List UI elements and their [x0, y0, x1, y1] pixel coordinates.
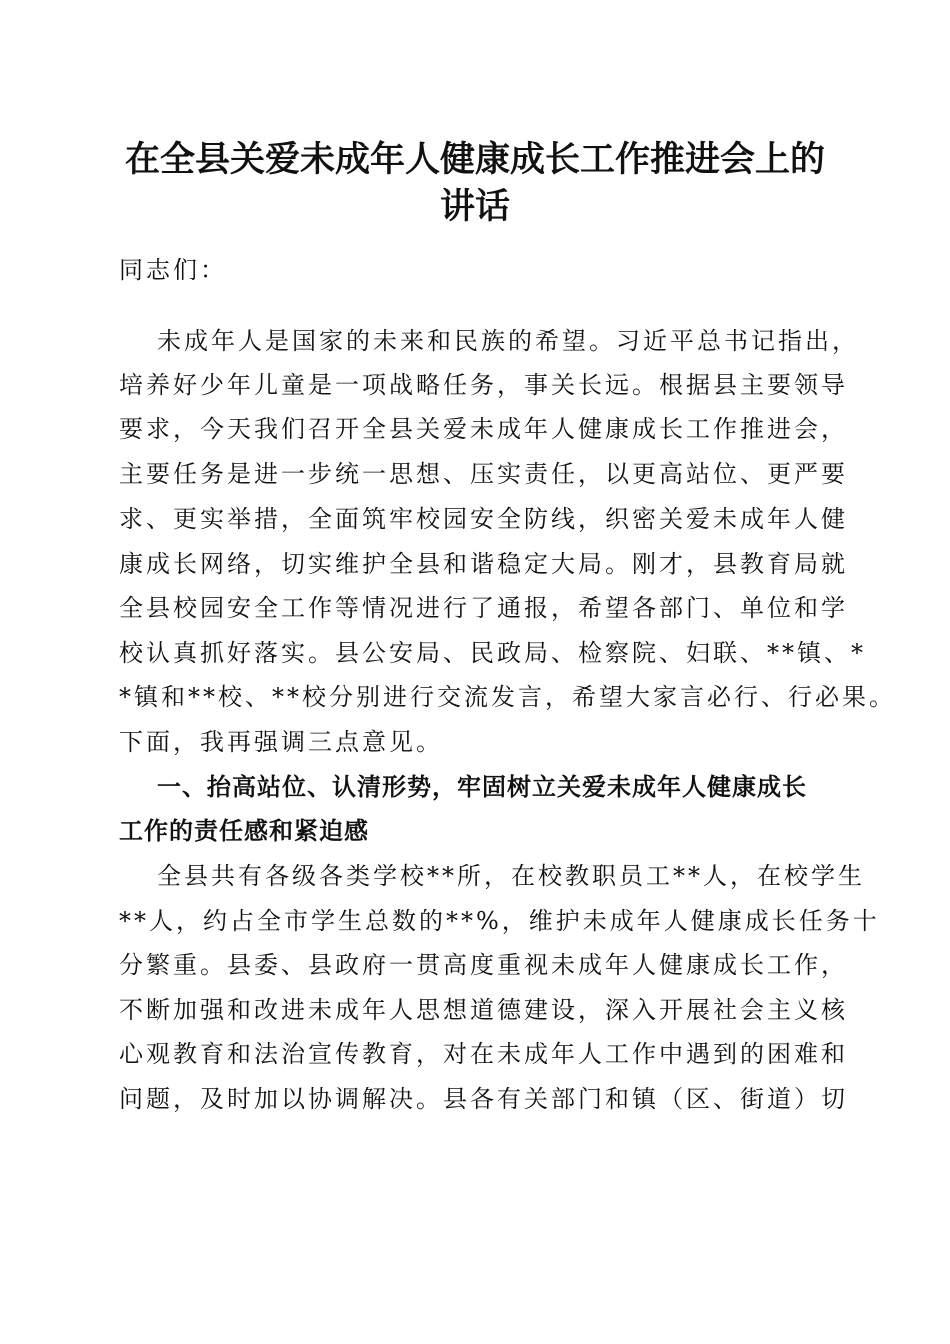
paragraph-2-line: 问题，及时加以协调解决。县各有关部门和镇（区、街道）切: [119, 1085, 848, 1113]
section-heading-1-line-2: 工作的责任感和紧迫感: [119, 817, 369, 845]
paragraph-1-line: 校认真抓好落实。县公安局、民政局、检察院、妇联、**镇、*: [119, 639, 866, 667]
paragraph-2-line: 全县共有各级各类学校**所，在校教职员工**人，在校学生: [157, 862, 865, 890]
document-title-line-1: 在全县关爱未成年人健康成长工作推进会上的: [124, 139, 825, 180]
paragraph-2-line: 不断加强和改进未成年人思想道德建设，深入开展社会主义核: [119, 996, 848, 1024]
paragraph-2-line: 心观教育和法治宣传教育，对在未成年人工作中遇到的困难和: [119, 1040, 848, 1068]
paragraph-1-line: 求、更实举措，全面筑牢校园安全防线，织密关爱未成年人健: [119, 505, 848, 533]
paragraph-1-line: 培养好少年儿童是一项战略任务，事关长远。根据县主要领导: [119, 371, 848, 399]
salutation: 同志们：: [119, 256, 227, 284]
paragraph-1-line: 全县校园安全工作等情况进行了通报，希望各部门、单位和学: [119, 594, 848, 622]
paragraph-1-line: 要求，今天我们召开全县关爱未成年人健康成长工作推进会，: [119, 415, 848, 443]
paragraph-1-line: 康成长网络，切实维护全县和谐稳定大局。刚才，县教育局就: [119, 550, 848, 578]
paragraph-1-line: *镇和**校、**校分别进行交流发言，希望大家言必行、行必果。: [119, 683, 896, 711]
section-heading-1-line-1: 一、抬高站位、认清形势，牢固树立关爱未成年人健康成长: [157, 773, 807, 801]
paragraph-1-line: 下面，我再强调三点意见。: [119, 728, 443, 756]
paragraph-2-line: **人，约占全市学生总数的**%，维护未成年人健康成长任务十: [119, 907, 880, 935]
paragraph-1-line: 主要任务是进一步统一思想、压实责任，以更高站位、更严要: [119, 460, 848, 488]
paragraph-1-line: 未成年人是国家的未来和民族的希望。习近平总书记指出，: [157, 327, 859, 355]
document-title-line-2: 讲话: [439, 186, 510, 227]
paragraph-2-line: 分繁重。县委、县政府一贯高度重视未成年人健康成长工作，: [119, 951, 848, 979]
